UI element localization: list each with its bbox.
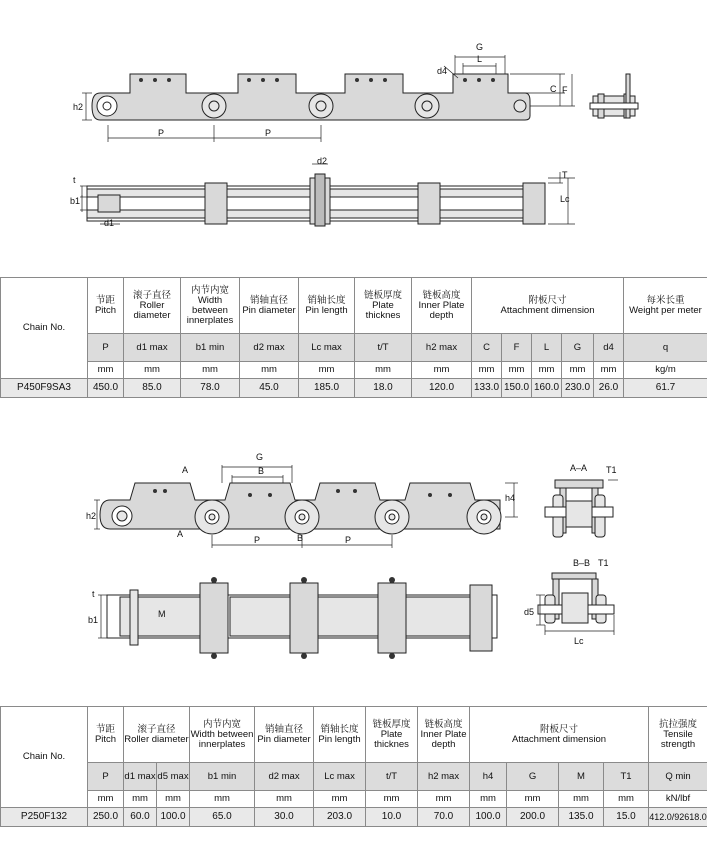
- header-width: [190, 707, 255, 763]
- header-text: Roller diameter: [133, 299, 171, 321]
- header-text: 销轴长度: [320, 723, 359, 735]
- unit-cell: mm: [240, 362, 299, 379]
- header-roller: [124, 278, 181, 334]
- header-text: 抗拉强度: [659, 718, 698, 730]
- value-cell: 160.0: [532, 379, 562, 398]
- label-A-bottom: A: [177, 529, 184, 539]
- value-cell: 45.0: [240, 379, 299, 398]
- label-Lc: Lc: [574, 636, 584, 646]
- spec-table-1: [0, 277, 707, 398]
- unit-cell: mm: [88, 791, 124, 808]
- label-B-B: B–B: [573, 558, 591, 568]
- chain-drawing-1: [0, 0, 707, 240]
- unit-cell: mm: [507, 791, 559, 808]
- header-pitch: [88, 278, 124, 334]
- label-G: G: [256, 452, 264, 462]
- label-P1: P: [254, 535, 261, 545]
- label-M: M: [158, 609, 166, 619]
- unit-cell: mm: [532, 362, 562, 379]
- sym-cell: Q min: [649, 763, 707, 791]
- sym-cell: b1 min: [190, 763, 255, 791]
- value-cell: 85.0: [124, 379, 181, 398]
- header-text: Attachment dimension: [500, 304, 595, 316]
- header-plate-h: [412, 278, 472, 334]
- label-A-A: A–A: [570, 463, 588, 473]
- label-d5: d5: [524, 607, 535, 617]
- sym-cell: d4: [594, 334, 624, 362]
- unit-cell: kg/m: [624, 362, 707, 379]
- value-cell: 60.0: [124, 808, 157, 827]
- header-width: [181, 278, 240, 334]
- unit-cell: mm: [88, 362, 124, 379]
- chain-no-cell: P250F132: [1, 808, 88, 827]
- value-cell: 185.0: [299, 379, 355, 398]
- value-cell: 78.0: [181, 379, 240, 398]
- sym-cell: d1 max: [124, 763, 157, 791]
- chain-no-cell: P450F9SA3: [1, 379, 88, 398]
- header-plate-t: [355, 278, 412, 334]
- sym-cell: d5 max: [157, 763, 190, 791]
- label-h2: h2: [86, 511, 97, 521]
- unit-cell: mm: [255, 791, 314, 808]
- label-T: T: [562, 170, 568, 180]
- label-F: F: [562, 85, 568, 95]
- spec-table-2: [0, 706, 707, 827]
- label-h2: h2: [73, 102, 84, 112]
- header-pin-dia: [240, 278, 299, 334]
- header-text: Pin diameter: [242, 304, 296, 316]
- header-plate-h: [418, 707, 470, 763]
- header-text: Inner Plate depth: [420, 728, 467, 750]
- sym-cell: t/T: [366, 763, 418, 791]
- label-T1-a: T1: [606, 465, 617, 475]
- table-row: [1, 379, 707, 398]
- label-B: B: [258, 466, 265, 476]
- header-text: 链板高度: [422, 289, 461, 301]
- header-text: 节距: [95, 723, 115, 735]
- value-cell: 230.0: [562, 379, 594, 398]
- header-text: 链板厚度: [372, 718, 411, 730]
- unit-cell: mm: [181, 362, 240, 379]
- header-text: Pitch: [94, 304, 117, 316]
- value-cell: 100.0: [157, 808, 190, 827]
- sym-cell: h4: [470, 763, 507, 791]
- chain-drawing-2: [0, 445, 707, 670]
- sym-cell: T1: [604, 763, 649, 791]
- value-cell: 133.0: [472, 379, 502, 398]
- label-L: L: [477, 54, 483, 64]
- value-cell: 120.0: [412, 379, 472, 398]
- header-text: Pitch: [94, 733, 117, 745]
- sym-cell: G: [507, 763, 559, 791]
- unit-cell: mm: [604, 791, 649, 808]
- unit-cell: mm: [299, 362, 355, 379]
- value-cell: 61.7: [624, 379, 707, 398]
- sym-cell: d2 max: [240, 334, 299, 362]
- header-pin-len: [314, 707, 366, 763]
- label-b1: b1: [88, 615, 99, 625]
- header-text: 销轴直径: [265, 723, 304, 735]
- label-G: G: [476, 42, 484, 52]
- header-pin-len: [299, 278, 355, 334]
- sym-cell: M: [559, 763, 604, 791]
- header-text: Plate thicknes: [374, 728, 409, 750]
- header-text: 附板尺寸: [540, 723, 579, 735]
- unit-cell: mm: [157, 791, 190, 808]
- unit-cell: mm: [412, 362, 472, 379]
- label-C: C: [550, 84, 557, 94]
- value-cell: 30.0: [255, 808, 314, 827]
- unit-cell: mm: [190, 791, 255, 808]
- label-t: t: [92, 589, 95, 599]
- header-text: Pin length: [318, 733, 361, 745]
- header-text: Pin diameter: [257, 733, 311, 745]
- header-text: 销轴直径: [249, 294, 288, 306]
- header-pitch: [88, 707, 124, 763]
- header-plate-t: [366, 707, 418, 763]
- header-text: 滚子直径: [132, 289, 171, 301]
- header-pin-dia: [255, 707, 314, 763]
- unit-cell: mm: [594, 362, 624, 379]
- sym-cell: P: [88, 334, 124, 362]
- value-cell: 450.0: [88, 379, 124, 398]
- header-text: 链板高度: [424, 718, 463, 730]
- header-text: Pin length: [305, 304, 348, 316]
- header-text: Roller diameter: [124, 733, 189, 745]
- sym-cell: Lc max: [314, 763, 366, 791]
- header-roller: [124, 707, 190, 763]
- value-cell: 203.0: [314, 808, 366, 827]
- header-text: 内节内宽: [190, 284, 229, 296]
- value-cell: 10.0: [366, 808, 418, 827]
- sym-cell: F: [502, 334, 532, 362]
- label-t: t: [73, 175, 76, 185]
- sym-cell: L: [532, 334, 562, 362]
- sym-cell: P: [88, 763, 124, 791]
- unit-cell: mm: [562, 362, 594, 379]
- unit-cell: kN/lbf: [649, 791, 707, 808]
- unit-cell: mm: [366, 791, 418, 808]
- label-T1-b: T1: [598, 558, 609, 568]
- value-cell: 15.0: [604, 808, 649, 827]
- label-d1: d1: [104, 218, 115, 228]
- header-text: 内节内宽: [203, 718, 242, 730]
- value-cell: 135.0: [559, 808, 604, 827]
- label-d4: d4: [437, 66, 448, 76]
- header-text: Inner Plate depth: [418, 299, 465, 321]
- sym-cell: h2 max: [412, 334, 472, 362]
- label-P2: P: [265, 128, 272, 138]
- label-P1: P: [158, 128, 165, 138]
- header-text: Weight per meter: [629, 304, 702, 316]
- header-attach: [472, 278, 624, 334]
- value-cell: 412.0/92618.0: [649, 808, 707, 827]
- sym-cell: C: [472, 334, 502, 362]
- sym-cell: d2 max: [255, 763, 314, 791]
- sym-cell: b1 min: [181, 334, 240, 362]
- header-text: Plate thicknes: [365, 299, 401, 321]
- chain-no-header: Chain No.: [1, 707, 88, 808]
- sym-cell: Lc max: [299, 334, 355, 362]
- header-text: 链板厚度: [363, 289, 402, 301]
- sym-cell: q: [624, 334, 707, 362]
- unit-cell: mm: [502, 362, 532, 379]
- header-text: Width between innerplates: [190, 728, 254, 750]
- sym-cell: G: [562, 334, 594, 362]
- sym-cell: h2 max: [418, 763, 470, 791]
- sym-cell: d1 max: [124, 334, 181, 362]
- unit-cell: mm: [418, 791, 470, 808]
- unit-cell: mm: [472, 362, 502, 379]
- unit-cell: mm: [124, 362, 181, 379]
- label-P2: P: [345, 535, 352, 545]
- header-text: 每米长重: [646, 294, 685, 306]
- value-cell: 18.0: [355, 379, 412, 398]
- header-text: 销轴长度: [307, 294, 346, 306]
- chain-no-header: Chain No.: [1, 278, 88, 379]
- unit-cell: mm: [124, 791, 157, 808]
- header-weight: [624, 278, 707, 334]
- label-A-top: A: [182, 465, 189, 475]
- unit-cell: mm: [559, 791, 604, 808]
- header-text: Width between innerplates: [186, 294, 234, 326]
- sym-cell: t/T: [355, 334, 412, 362]
- header-text: 滚子直径: [137, 723, 176, 735]
- value-cell: 150.0: [502, 379, 532, 398]
- label-b1: b1: [70, 196, 81, 206]
- label-h4: h4: [505, 493, 516, 503]
- value-cell: 250.0: [88, 808, 124, 827]
- header-text: Tensile strength: [660, 728, 696, 750]
- header-tensile: [649, 707, 707, 763]
- header-text: 附板尺寸: [528, 294, 567, 306]
- label-d2: d2: [317, 156, 328, 166]
- value-cell: 100.0: [470, 808, 507, 827]
- value-cell: 70.0: [418, 808, 470, 827]
- header-text: Attachment dimension: [512, 733, 607, 745]
- label-B-bottom: B: [297, 533, 304, 543]
- value-cell: 200.0: [507, 808, 559, 827]
- label-Lc: Lc: [560, 194, 570, 204]
- table-row: [1, 808, 707, 827]
- value-cell: 26.0: [594, 379, 624, 398]
- header-text: 节距: [95, 294, 115, 306]
- unit-cell: mm: [355, 362, 412, 379]
- unit-cell: mm: [470, 791, 507, 808]
- unit-cell: mm: [314, 791, 366, 808]
- value-cell: 65.0: [190, 808, 255, 827]
- header-attach: [470, 707, 649, 763]
